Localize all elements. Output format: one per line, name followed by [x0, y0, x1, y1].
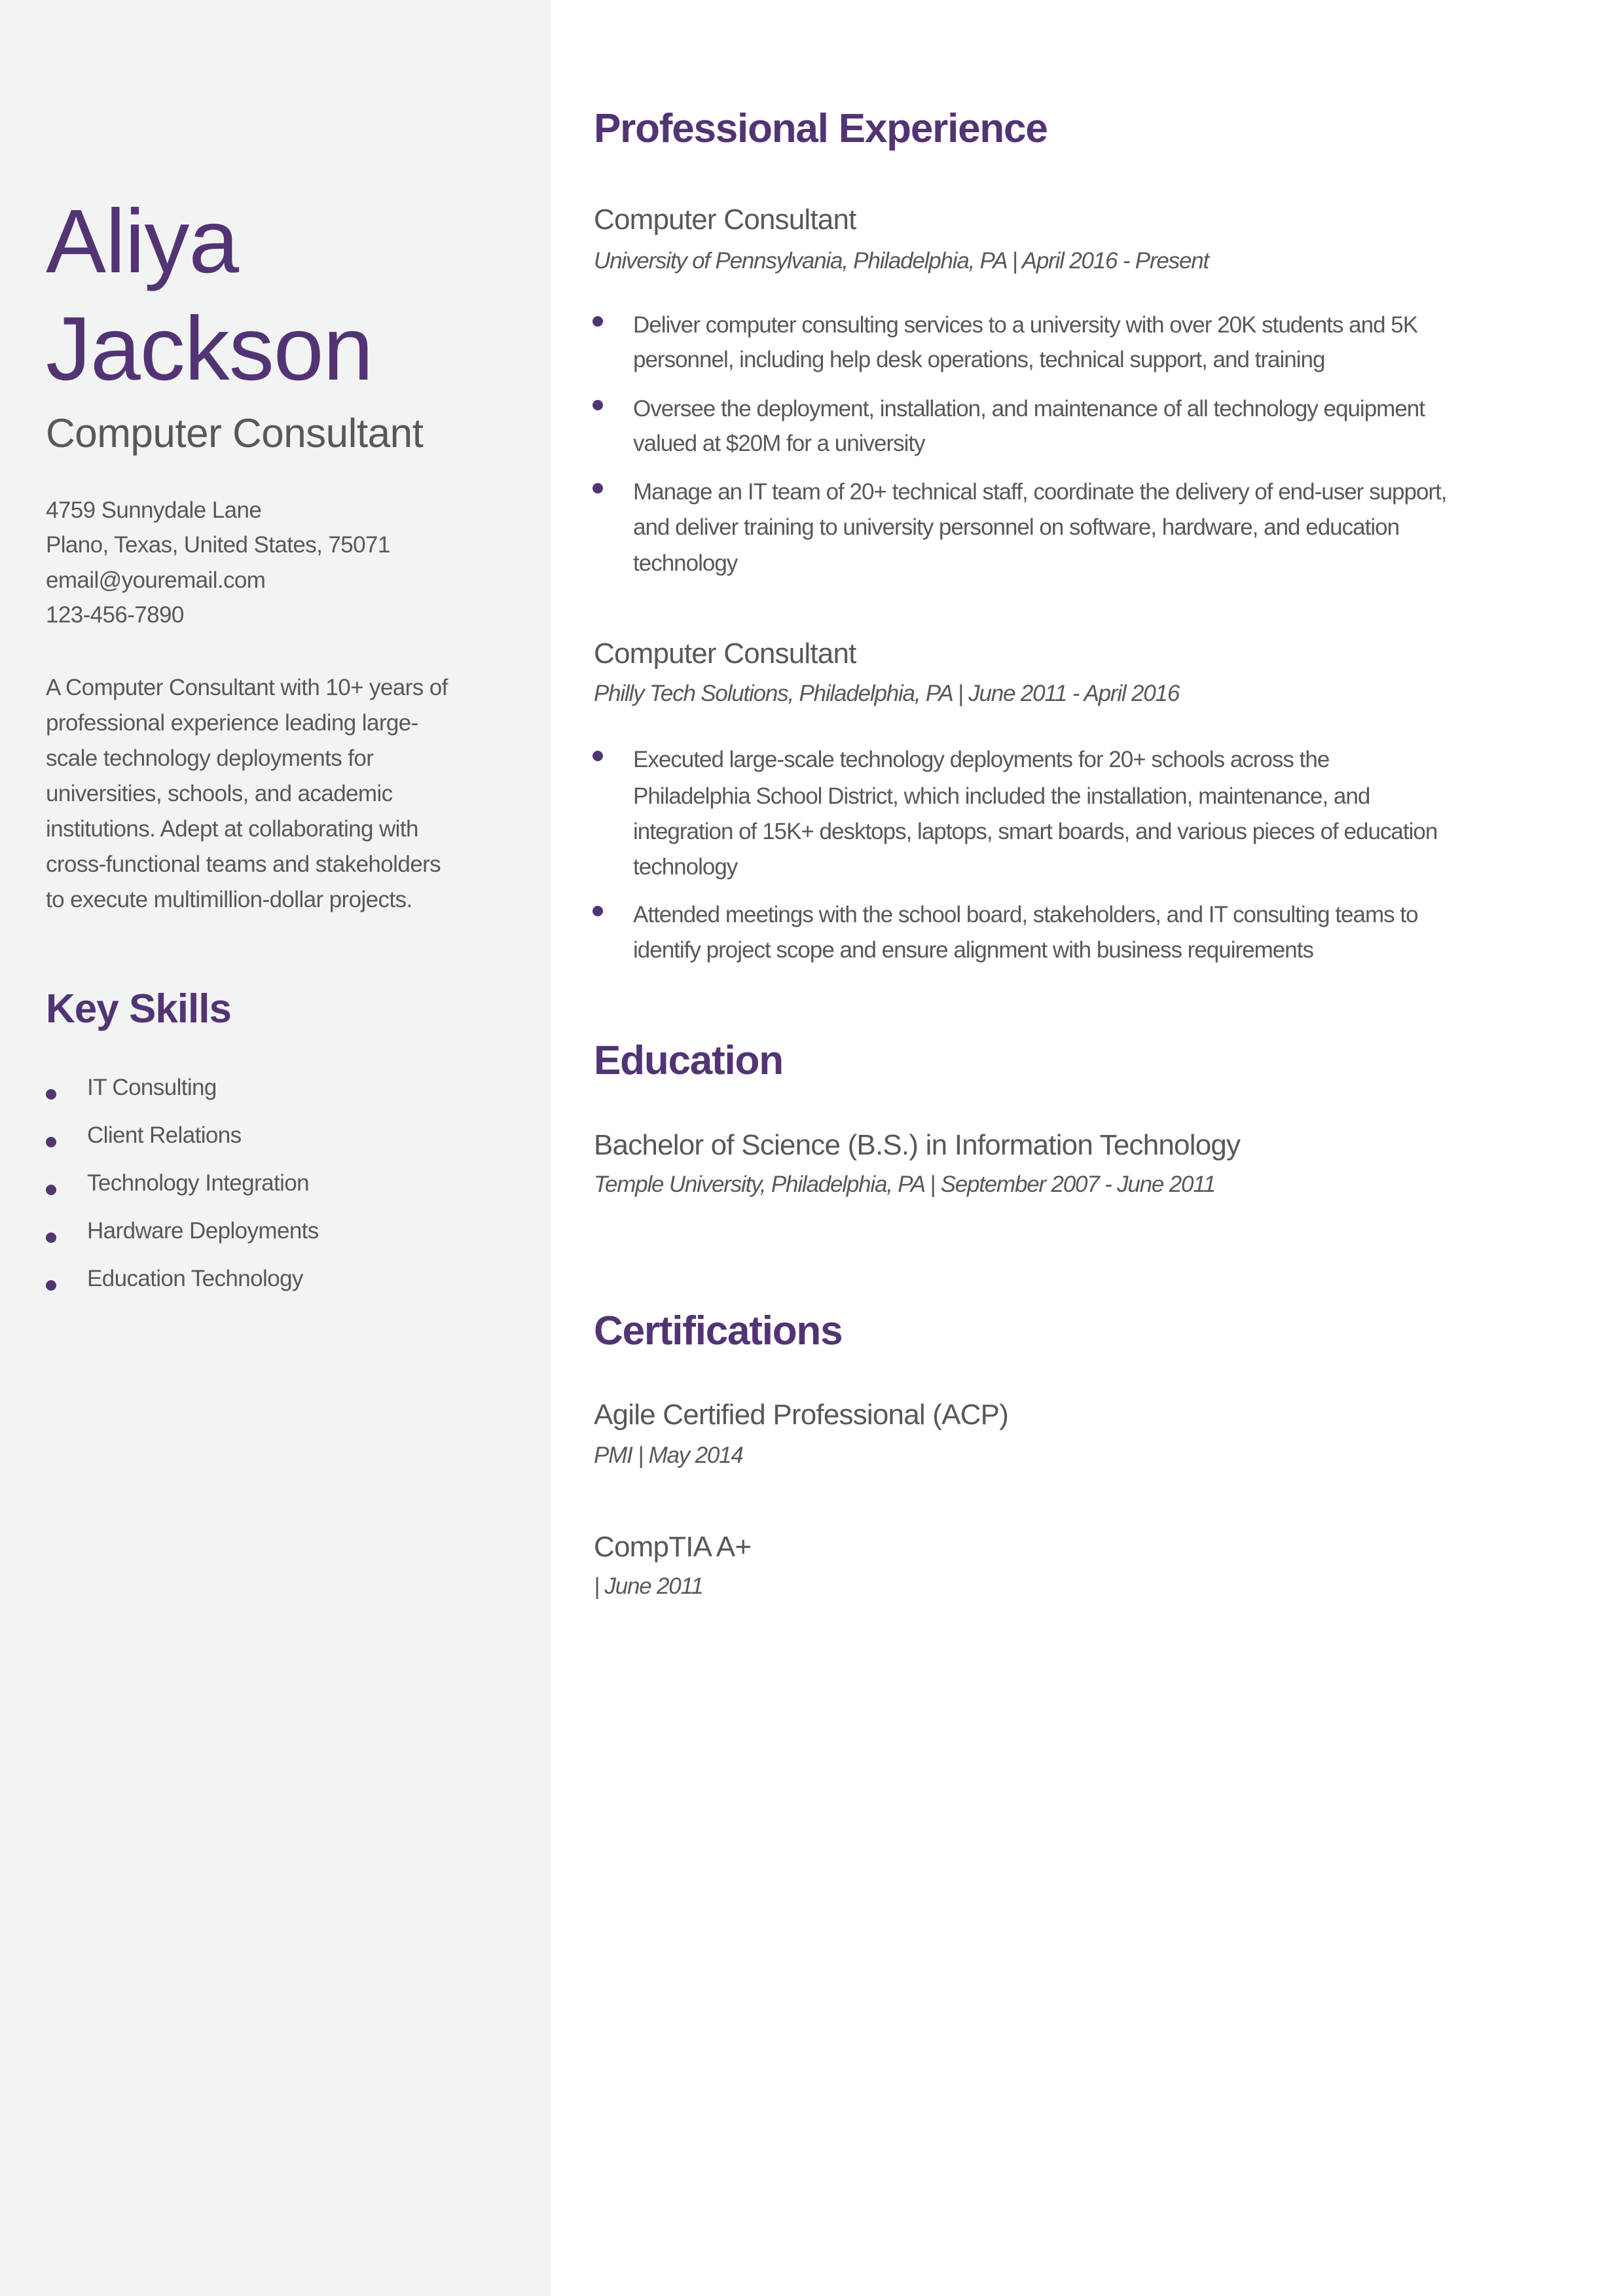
- bullet-text: identify project scope and ensure alignment with business requirements: [633, 937, 1313, 963]
- skill-label: Education Technology: [87, 1266, 303, 1291]
- bullet-text: personnel, including help desk operations, technical support, and training: [633, 347, 1325, 372]
- email[interactable]: email@youremail.com: [46, 567, 266, 593]
- bullet-text: Philadelphia School District, which included the installation, maintenance, and: [633, 783, 1370, 809]
- experience-heading: Professional Experience: [594, 106, 1048, 151]
- skill-label: IT Consulting: [87, 1075, 217, 1100]
- bullet-icon: [46, 1232, 56, 1243]
- main-content: [551, 0, 1623, 2296]
- job-meta: University of Pennsylvania, Philadelphia, PA | April 2016 - Present: [594, 248, 1209, 274]
- bullet-icon: [46, 1089, 56, 1100]
- skills-heading: Key Skills: [46, 986, 231, 1031]
- bullet-icon: [46, 1185, 56, 1195]
- certification-meta: | June 2011: [594, 1573, 703, 1599]
- skill-label: Technology Integration: [87, 1170, 309, 1196]
- bullet-text: Deliver computer consulting services to a university with over 20K students and 5K: [633, 312, 1418, 338]
- job-meta: Philly Tech Solutions, Philadelphia, PA | June 2011 - April 2016: [594, 681, 1180, 706]
- bullet-icon: [593, 483, 603, 493]
- bullet-text: Attended meetings with the school board, stakeholders, and IT consulting teams to: [633, 902, 1418, 927]
- bullet-text: Oversee the deployment, installation, and maintenance of all technology equipment: [633, 396, 1425, 422]
- certification-name: CompTIA A+: [594, 1531, 752, 1563]
- bullet-text: and deliver training to university personnel on software, hardware, and education: [633, 514, 1400, 540]
- bullet-text: technology: [633, 854, 738, 880]
- address-line-1: 4759 Sunnydale Lane: [46, 497, 262, 523]
- summary-line: scale technology deployments for: [46, 745, 374, 771]
- bullet-icon: [593, 316, 603, 327]
- sidebar: [0, 0, 551, 2296]
- certification-name: Agile Certified Professional (ACP): [594, 1399, 1009, 1431]
- summary-line: cross-functional teams and stakeholders: [46, 852, 441, 877]
- bullet-icon: [593, 751, 603, 761]
- bullet-text: integration of 15K+ desktops, laptops, smart boards, and various pieces of education: [633, 819, 1438, 844]
- name-first: Aliya: [46, 191, 239, 292]
- phone[interactable]: 123-456-7890: [46, 602, 184, 628]
- bullet-icon: [46, 1137, 56, 1147]
- education-meta: Temple University, Philadelphia, PA | September 2007 - June 2011: [594, 1172, 1216, 1197]
- bullet-text: Manage an IT team of 20+ technical staff, coordinate the delivery of end-user support,: [633, 479, 1447, 505]
- bullet-icon: [593, 906, 603, 916]
- skill-label: Client Relations: [87, 1122, 242, 1148]
- bullet-text: Executed large-scale technology deployments for 20+ schools across the: [633, 747, 1330, 772]
- job-title: Computer Consultant: [594, 637, 856, 670]
- certification-meta: PMI | May 2014: [594, 1443, 743, 1468]
- summary-line: A Computer Consultant with 10+ years of: [46, 675, 448, 700]
- address-line-2: Plano, Texas, United States, 75071: [46, 532, 390, 558]
- summary-line: universities, schools, and academic: [46, 781, 393, 806]
- job-title: Computer Consultant: [594, 204, 856, 236]
- bullet-text: technology: [633, 550, 738, 576]
- certifications-heading: Certifications: [594, 1308, 843, 1354]
- job-title-headline: Computer Consultant: [46, 411, 424, 456]
- summary-line: institutions. Adept at collaborating with: [46, 816, 418, 842]
- skill-label: Hardware Deployments: [87, 1218, 319, 1244]
- bullet-text: valued at $20M for a university: [633, 431, 925, 456]
- bullet-icon: [46, 1280, 56, 1291]
- summary-line: to execute multimillion-dollar projects.: [46, 887, 412, 912]
- summary-line: professional experience leading large-: [46, 710, 418, 736]
- name-last: Jackson: [46, 298, 373, 399]
- degree: Bachelor of Science (B.S.) in Information Technology: [594, 1129, 1241, 1161]
- bullet-icon: [593, 400, 603, 410]
- education-heading: Education: [594, 1038, 783, 1083]
